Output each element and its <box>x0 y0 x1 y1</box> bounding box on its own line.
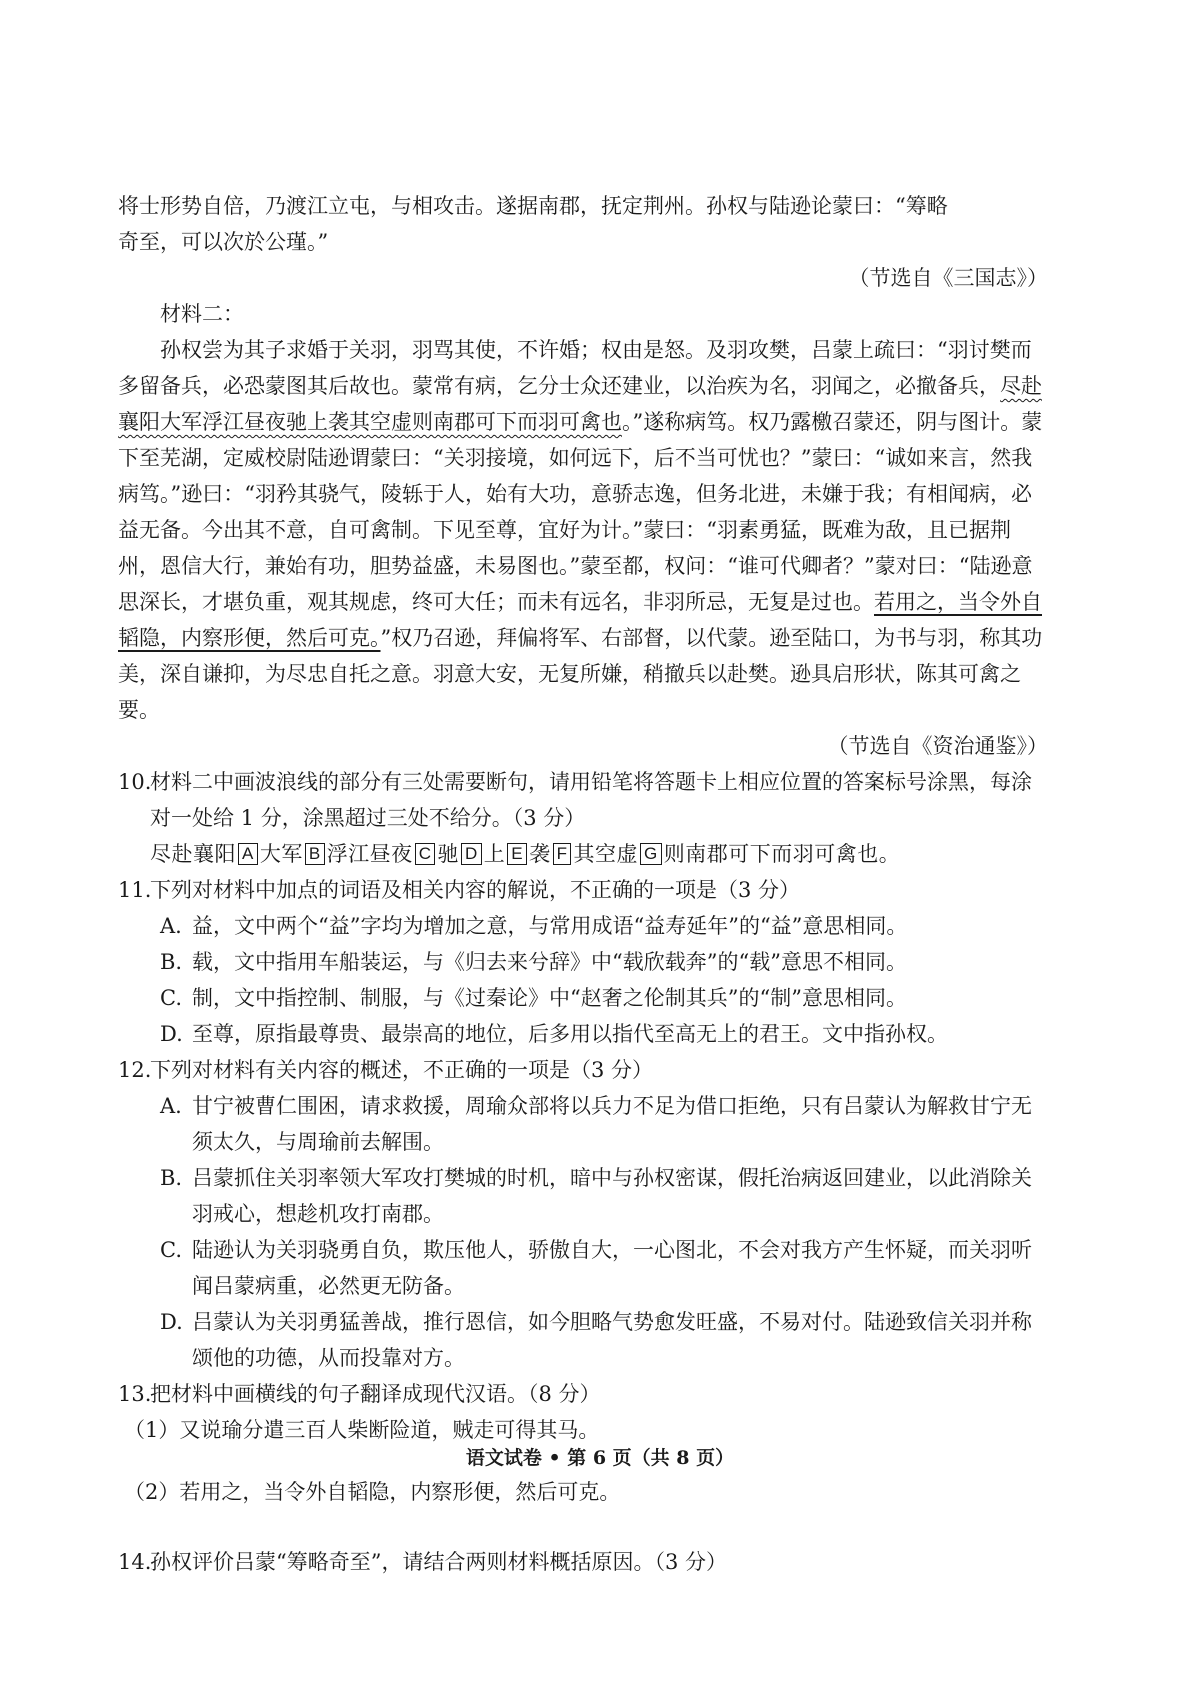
option-a <box>118 908 1048 944</box>
option-b <box>118 1160 1048 1232</box>
option-text: 至尊，原指最尊贵、最崇高的地位，后多用以指代至高无上的君王。文中指孙权。 <box>192 1022 948 1046</box>
page-footer: 语文试卷 • 第 6 页（共 8 页） <box>465 1447 735 1469</box>
question-number: 14. <box>118 1550 152 1574</box>
answer-box-d: D <box>461 843 482 865</box>
answer-box-a: A <box>238 843 258 865</box>
option-letter: A. <box>160 914 182 938</box>
option-text: 益，文中两个“益”字均为增加之意，与常用成语“益寿延年”的“益”意思相同。 <box>192 914 908 938</box>
option-d <box>118 1304 1048 1376</box>
material2-source: （节选自《资治通鉴》） <box>827 734 1048 758</box>
question-number: 11. <box>118 878 152 902</box>
option-text: 吕蒙抓住关羽率领大军攻打樊城的时机，暗中与孙权密谋，假托治病返回建业，以此消除关羽戒心，想趁机攻打南郡。 <box>192 1166 1032 1226</box>
option-letter: C. <box>160 986 182 1010</box>
material2-passage <box>118 332 1048 728</box>
option-text: 甘宁被曹仁围困，请求救援，周瑜众部将以兵力不足为借口拒绝，只有吕蒙认为解救甘宁无须太久，与周瑜前去解围。 <box>192 1094 1032 1154</box>
material1-source: （节选自《三国志》） <box>848 266 1048 290</box>
segment-text: 浮江昼夜 <box>326 842 413 866</box>
passage-text: 。”遂称病笃。权乃露檄召蒙还，阴与图计。蒙下至芜湖，定威校尉陆逊谓蒙曰：“关羽接境，如何远下，后不当可忧也？”蒙曰：“诚如来言，然我病笃。”逊曰：“羽矜其骁气，陵轹于人，始有大功，意骄志逸，但务北进，未嫌于我；有相闻病，必益无备。今出其不意，自可禽制。下见至尊，宜好为计。”蒙曰：“羽素勇猛，既难为敌，且已据荆州，恩信大行，兼始有功，胆势益盛，未易图也。”蒙至都，权问：“谁可代卿者？”蒙对曰：“陆逊意思深长，才堪负重，观其规虑，终可大任；而未有远名，非羽所忌，无复是过也。 <box>118 410 1043 614</box>
question-13-sub1: （1）又说瑜分遣三百人柴断险道，贼走可得其马。 <box>124 1418 600 1442</box>
segment-text: 其空虚 <box>573 842 638 866</box>
option-letter: B. <box>160 950 183 974</box>
option-d <box>118 1016 1048 1052</box>
question-number: 10. <box>118 770 152 794</box>
material1-line: 奇至，可以次於公瑾。” <box>118 230 329 254</box>
question-text: 下列对材料中加点的词语及相关内容的解说，不正确的一项是（3 分） <box>150 878 801 902</box>
passage-text: 孙权尝为其子求婚于关羽，羽骂其使，不许婚；权由是怒。及羽攻樊，吕蒙上疏曰：“羽讨樊而多留备兵，必恐蒙图其后故也。蒙常有病，乞分士众还建业，以治疾为名，羽闻之，必撤备兵， <box>118 338 1032 398</box>
answer-box-f: F <box>553 843 572 865</box>
question-11 <box>118 872 1048 908</box>
answer-box-c: C <box>415 843 436 865</box>
segment-text: 袭 <box>529 842 551 866</box>
option-letter: B. <box>160 1166 183 1190</box>
option-text: 载，文中指用车船装运，与《归去来兮辞》中“载欣载奔”的“载”意思不相同。 <box>192 950 907 974</box>
option-text: 制，文中指控制、制服，与《过秦论》中“赵奢之伦制其兵”的“制”意思相同。 <box>192 986 907 1010</box>
option-letter: D. <box>160 1022 183 1046</box>
option-text: 陆逊认为关羽骁勇自负，欺压他人，骄傲自大，一心图北，不会对我方产生怀疑，而关羽听闻吕蒙病重，必然更无防备。 <box>192 1238 1032 1298</box>
underlined-sentence: 若用之，当令外自韬隐，内察形便，然后可克。 <box>118 590 1042 650</box>
segment-text: 大军 <box>259 842 303 866</box>
segment-text: 驰 <box>437 842 459 866</box>
answer-box-g: G <box>640 843 662 865</box>
question-number: 13. <box>118 1382 152 1406</box>
option-text: 吕蒙认为关羽勇猛善战，推行恩信，如今胆略气势愈发旺盛，不易对付。陆逊致信关羽并称颂他的功德，从而投靠对方。 <box>192 1310 1032 1370</box>
segment-text: 上 <box>483 842 506 866</box>
segmentation-line <box>118 836 1048 872</box>
option-letter: A. <box>160 1094 182 1118</box>
segment-text: 则南郡可下而羽可禽也。 <box>663 842 901 866</box>
answer-box-b: B <box>305 843 325 865</box>
option-c <box>118 980 1048 1016</box>
answer-box-e: E <box>507 843 527 865</box>
option-b <box>118 944 1048 980</box>
option-letter: C. <box>160 1238 182 1262</box>
wavy-underlined-text: 尽赴襄阳大军浮江昼夜驰上袭其空虚则南郡可下而羽可禽也 <box>118 374 1042 434</box>
question-14 <box>118 1544 1048 1580</box>
material2-heading: 材料二： <box>160 302 244 326</box>
material1-line: 将士形势自倍，乃渡江立屯，与相攻击。遂据南郡，抚定荆州。孙权与陆逊论蒙曰：“筹略 <box>118 194 948 218</box>
exam-page <box>118 188 1048 1580</box>
option-a <box>118 1088 1048 1160</box>
question-number: 12. <box>118 1058 152 1082</box>
question-text: 材料二中画波浪线的部分有三处需要断句，请用铅笔将答题卡上相应位置的答案标号涂黑，每涂对一处给 1 分，涂黑超过三处不给分。（3 分） <box>150 770 1032 830</box>
question-10 <box>118 764 1048 836</box>
passage-text: ”权乃召逊，拜偏将军、右部督，以代蒙。逊至陆口，为书与羽，称其功美，深自谦抑，为尽忠自托之意。羽意大安，无复所嫌，稍撤兵以赴樊。逊具启形状，陈其可禽之要。 <box>118 626 1043 722</box>
question-12 <box>118 1052 1048 1088</box>
question-text: 把材料中画横线的句子翻译成现代汉语。（8 分） <box>150 1382 601 1406</box>
segment-text: 尽赴襄阳 <box>150 842 236 866</box>
option-c <box>118 1232 1048 1304</box>
question-text: 下列对材料有关内容的概述，不正确的一项是（3 分） <box>150 1058 654 1082</box>
question-13-sub2: （2）若用之，当令外自韬隐，内察形便，然后可克。 <box>124 1480 621 1504</box>
option-letter: D. <box>160 1310 183 1334</box>
question-13 <box>118 1376 1048 1412</box>
question-text: 孙权评价吕蒙“筹略奇至”，请结合两则材料概括原因。（3 分） <box>150 1550 728 1574</box>
